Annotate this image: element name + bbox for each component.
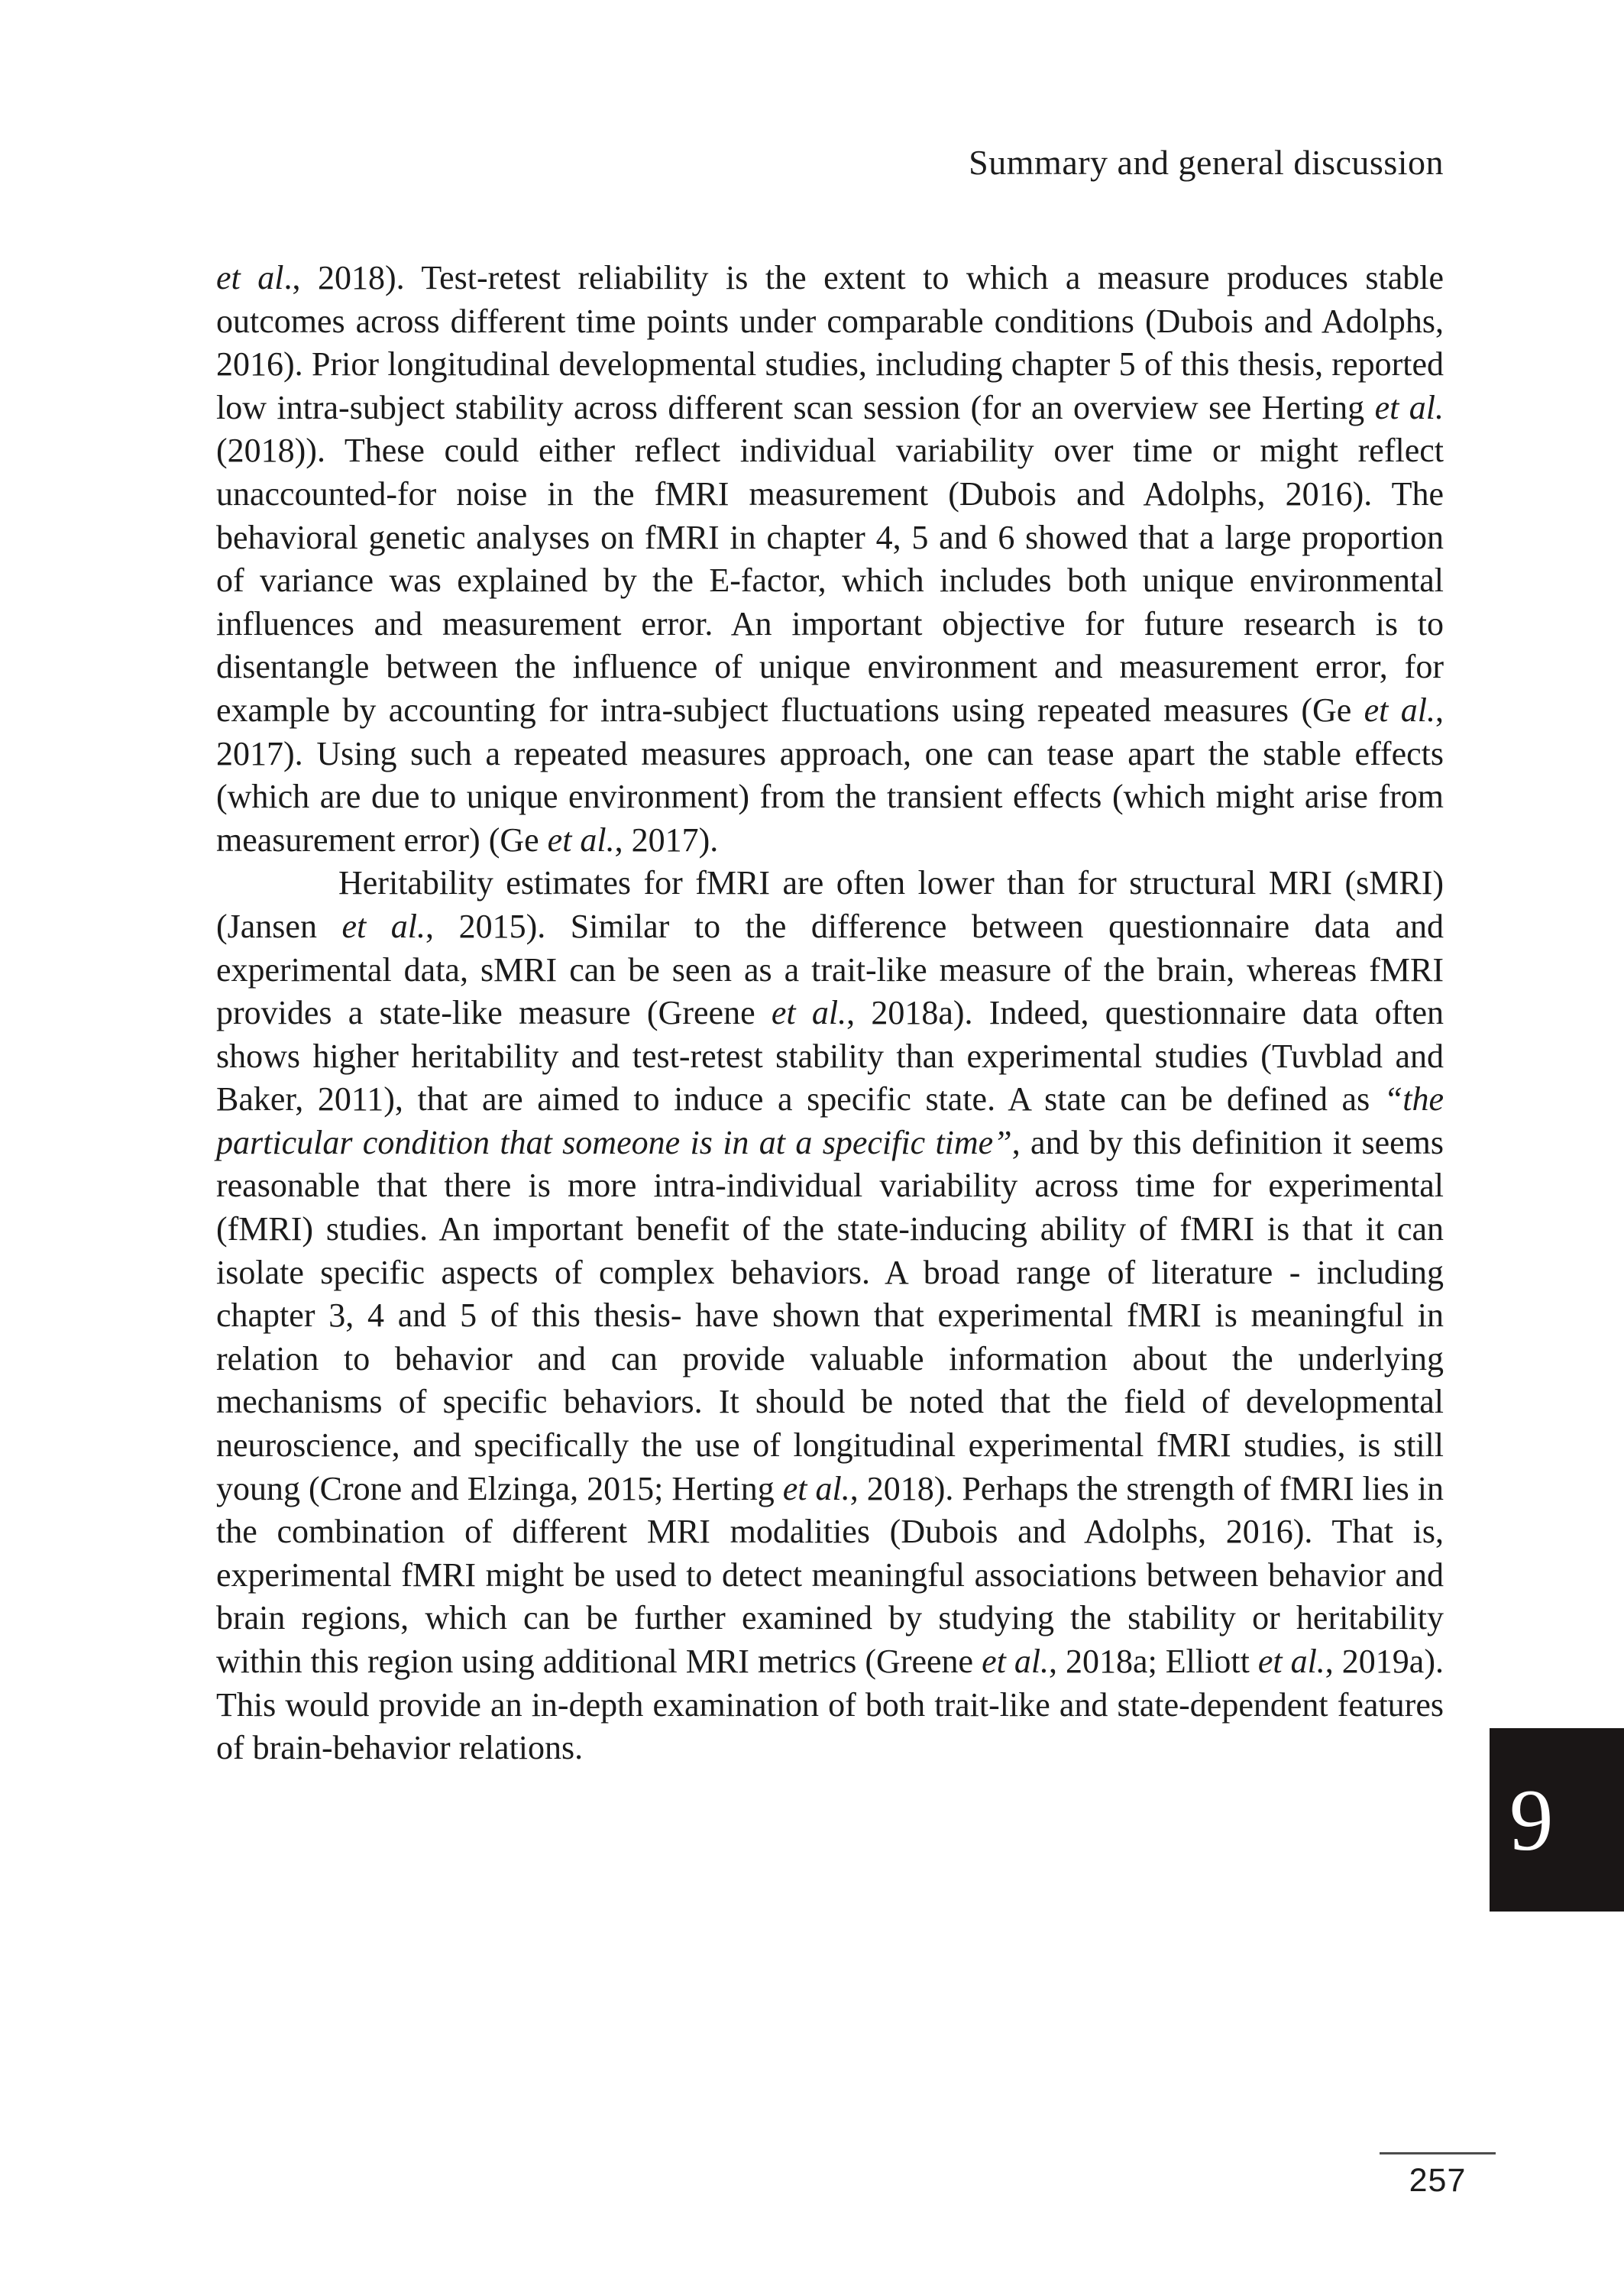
paragraph-heritability-estimates: Heritability estimates for fMRI are often lower than for structural MRI (sMRI) (Jansen et al., 2015). Similar to the difference between questionnaire data and experimental data, sMRI can be seen as a trait-like measure of the brain, whereas fMRI provides a state-like measure (Greene et al., 2018a). Indeed, questionnaire data often shows higher heritability and test-retest stability than experimental studies (Tuvblad and Baker, 2011), that are aimed to induce a specific state. A state can be defined as “the particular condition that someone is in at a specific time”, and by this definition it seems reasonable that there is more intra-individual variability across time for experimental (fMRI) studies. An important benefit of the state-inducing ability of fMRI is that it can isolate specific aspects of complex behaviors. A broad range of literature - including chapter 3, 4 and 5 of this thesis- have shown that experimental fMRI is meaningful in relation to behavior and can provide valuable information about the underlying mechanisms of specific behaviors. It should be noted that the field of developmental neuroscience, and specifically the use of longitudinal experimental fMRI studies, is still young (Crone and Elzinga, 2015; Herting et al., 2018). Perhaps the strength of fMRI lies in the combination of different MRI modalities (Dubois and Adolphs, 2016). That is, experimental fMRI might be used to detect meaningful associations between behavior and brain regions, which can be further examined by studying the stability or heritability within this region using additional MRI metrics (Greene et al., 2018a; Elliott et al., 2019a). This would provide an in-depth examination of both trait-like and state-dependent features of brain-behavior relations.: [216, 864, 1444, 1767]
chapter-number: 9: [1509, 1771, 1554, 1869]
main-text-block: [216, 257, 1444, 1770]
running-header-title: Summary and general discussion: [969, 143, 1444, 182]
chapter-tab: [1490, 1728, 1624, 1912]
footer-rule: [1380, 2152, 1496, 2154]
page-number: 257: [1409, 2162, 1467, 2199]
paragraph-test-retest-reliability: et al., 2018). Test-retest reliability is the extent to which a measure produces stable outcomes across different time points under comparable conditions (Dubois and Adolphs, 2016). Prior longitudinal developmental studies, including chapter 5 of this thesis, reported low intra-subject stability across different scan session (for an overview see Herting et al. (2018)). These could either reflect individual variability over time or might reflect unaccounted-for noise in the fMRI measurement (Dubois and Adolphs, 2016). The behavioral genetic analyses on fMRI in chapter 4, 5 and 6 showed that a large proportion of variance was explained by the E-factor, which includes both unique environmental influences and measurement error. An important objective for future research is to disentangle between the influence of unique environment and measurement error, for example by accounting for intra-subject fluctuations using repeated measures (Ge et al., 2017). Using such a repeated measures approach, one can tease apart the stable effects (which are due to unique environment) from the transient effects (which might arise from measurement error) (Ge et al., 2017).: [216, 259, 1444, 859]
page-footer: [1380, 2152, 1496, 2200]
